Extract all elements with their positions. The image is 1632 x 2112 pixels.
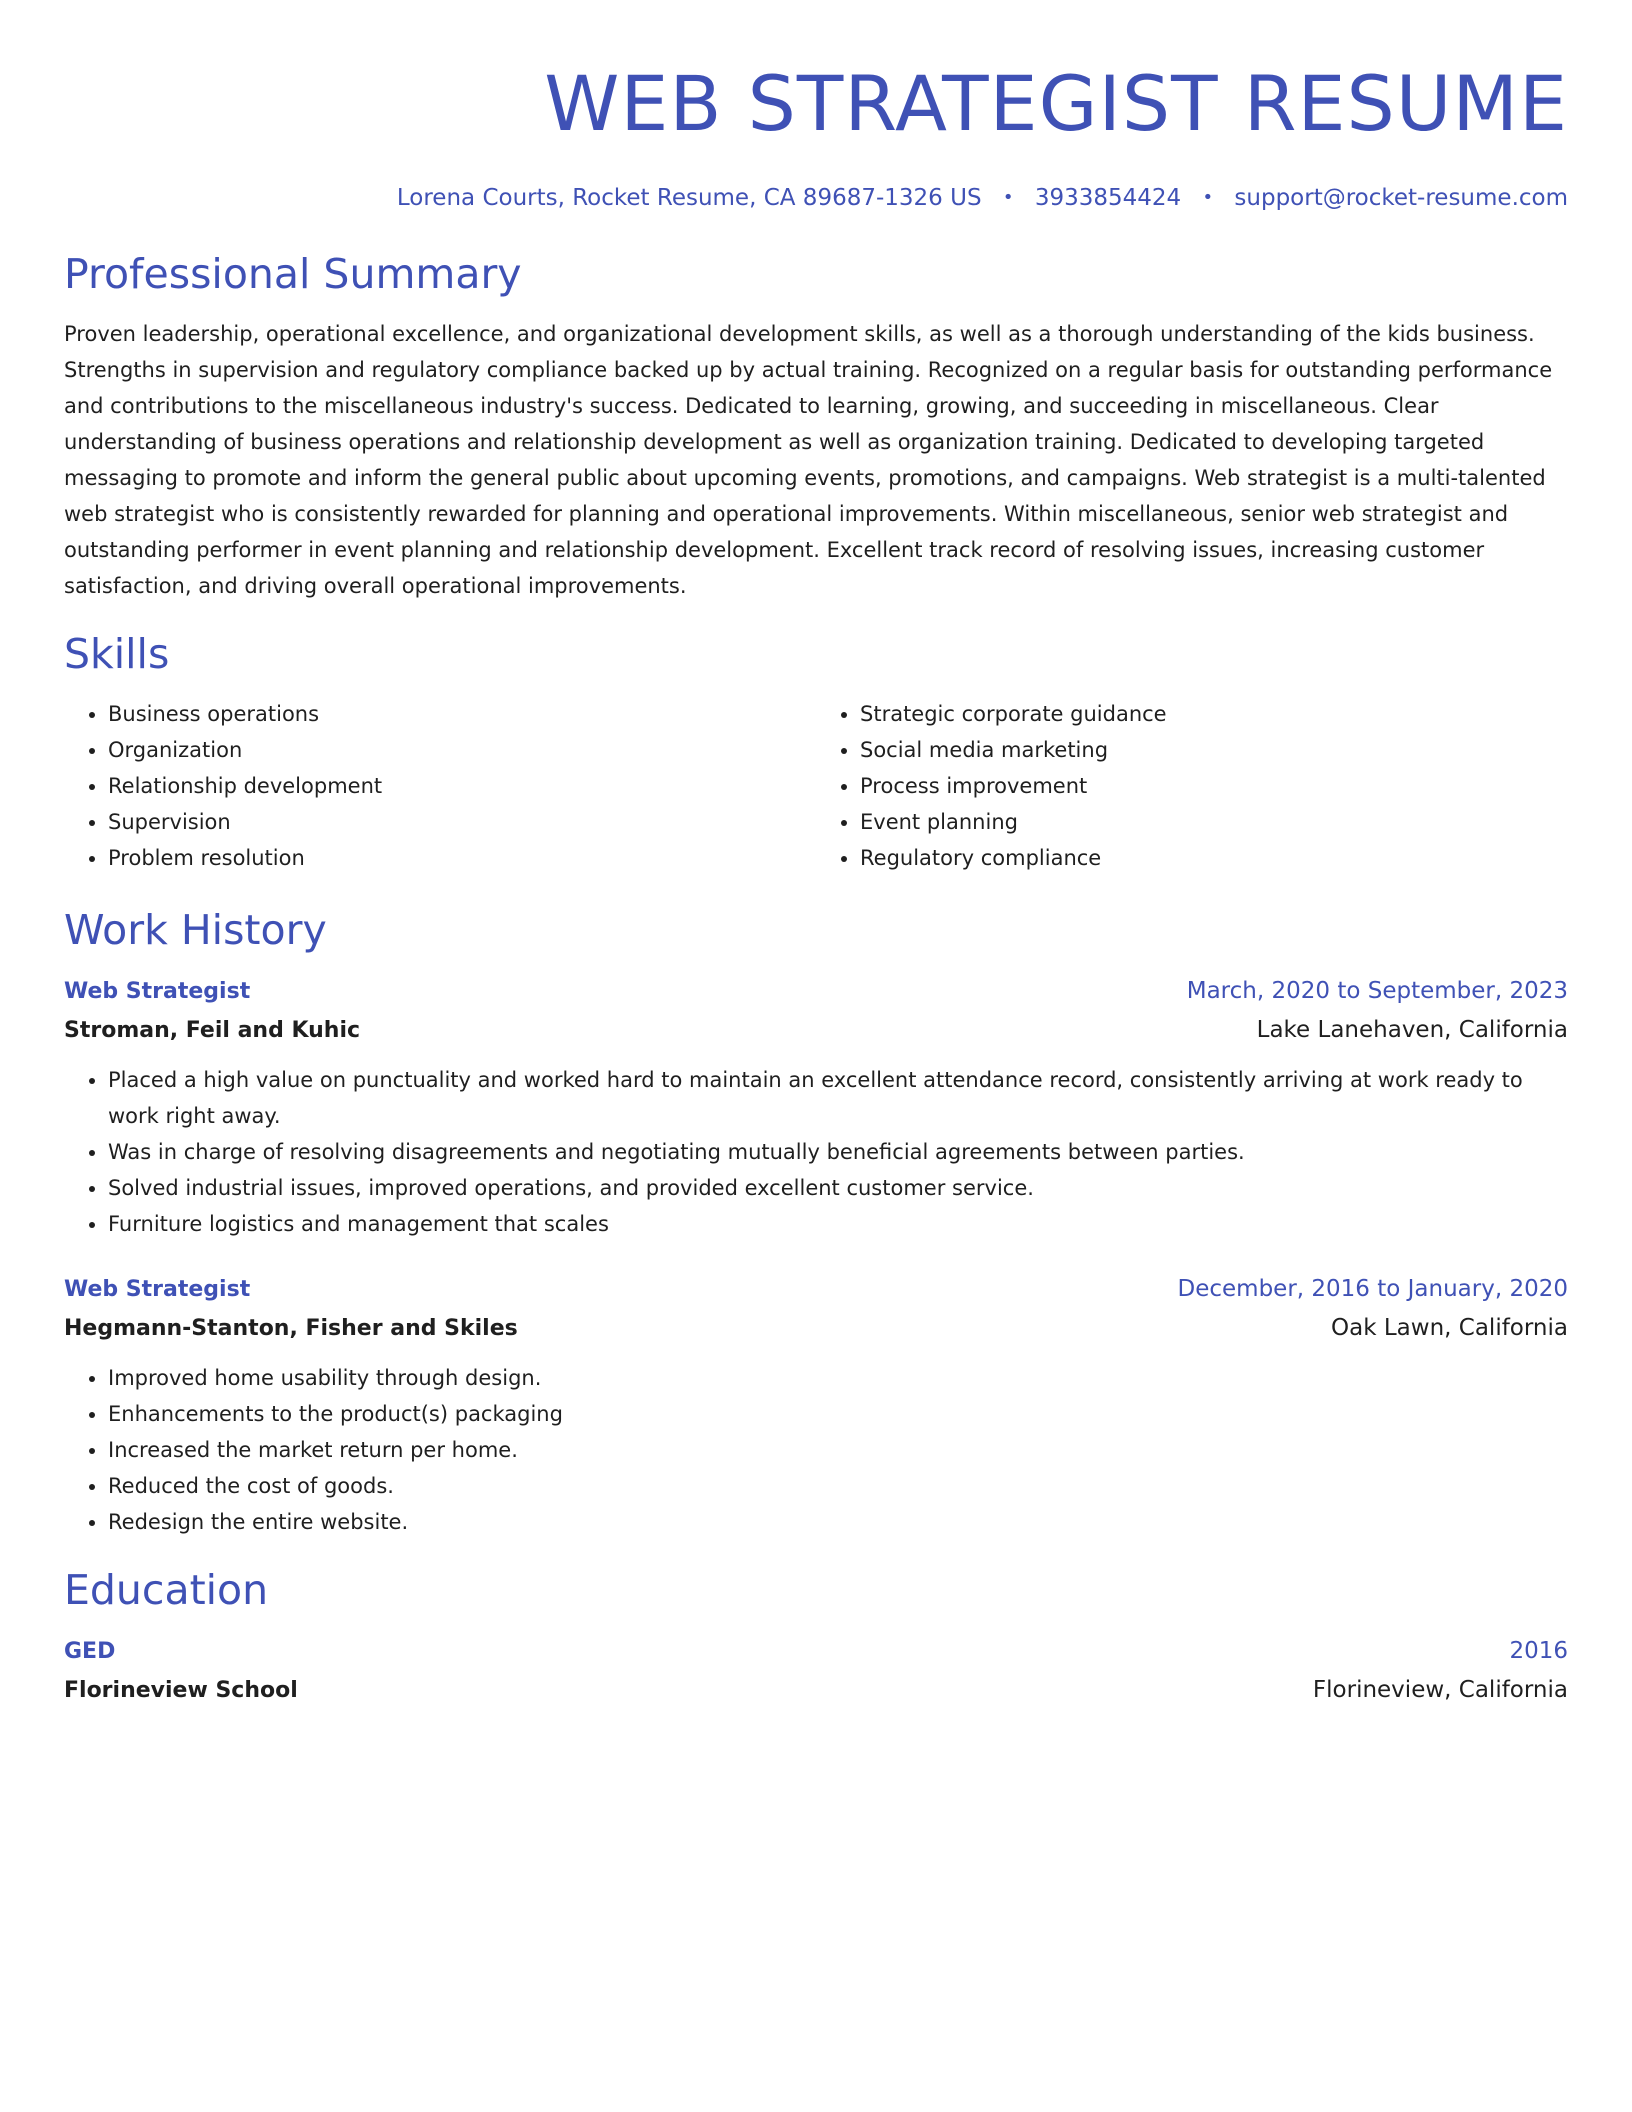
education-heading: Education — [64, 1566, 269, 1614]
skill-item: • Relationship development — [108, 768, 816, 804]
work-history-heading: Work History — [64, 906, 327, 954]
job-bullet: • Enhancements to the product(s) packaging — [108, 1396, 1568, 1432]
contact-separator: • — [1002, 187, 1014, 208]
resume-title: WEB STRATEGIST RESUME — [544, 59, 1568, 148]
education-location: Florineview, California — [1312, 1677, 1568, 1703]
skills-columns — [64, 696, 1568, 876]
contact-address: Lorena Courts, Rocket Resume, CA 89687-1326 US — [396, 185, 982, 211]
job-company-row — [64, 1011, 1568, 1050]
education-entry — [64, 1632, 1568, 1710]
contact-separator: • — [1202, 187, 1214, 208]
job-bullet: • Placed a high value on punctuality and worked hard to maintain an excellent attendance record, consistently arriving at work ready to work right away. — [108, 1062, 1568, 1134]
summary-text: Proven leadership, operational excellence, and organizational development skills, as well as a thorough understanding of the kids business. Strengths in supervision and regulatory compliance backed up by actual training. Recognized on a regular basis for outstanding performance and contributions to the miscellaneous industry's success. Dedicated to learning, growing, and succeeding in miscellaneous. Clear understanding of business operations and relationship development as well as organization training. Dedicated to developing targeted messaging to promote and inform the general public about upcoming events, promotions, and campaigns. Web strategist is a multi-talented web strategist who is consistently rewarded for planning and operational improvements. Within miscellaneous, senior web strategist and outstanding performer in event planning and relationship development. Excellent track record of resolving issues, increasing customer satisfaction, and driving overall operational improvements. — [64, 322, 1553, 598]
job-dates: March, 2020 to September, 2023 — [1186, 978, 1568, 1004]
education-school-row — [64, 1671, 1568, 1710]
job-bullet: • Solved industrial issues, improved operations, and provided excellent customer service. — [108, 1170, 1568, 1206]
job-location: Oak Lawn, California — [1331, 1315, 1568, 1341]
skills-list-left — [64, 696, 816, 876]
contact-line — [64, 182, 1568, 214]
skill-item: • Social media marketing — [860, 732, 1568, 768]
job-company: Stroman, Feil and Kuhic — [64, 1018, 361, 1043]
contact-email: support@rocket-resume.com — [1234, 185, 1568, 211]
job-company: Hegmann-Stanton, Fisher and Skiles — [64, 1316, 518, 1341]
job-entry — [64, 1270, 1568, 1540]
skill-item: • Organization — [108, 732, 816, 768]
job-bullet: • Redesign the entire website. — [108, 1504, 1568, 1540]
job-bullet: • Increased the market return per home. — [108, 1432, 1568, 1468]
skills-heading: Skills — [64, 630, 170, 678]
job-header-row — [64, 1270, 1568, 1309]
education-year: 2016 — [1509, 1638, 1568, 1664]
job-location: Lake Lanehaven, California — [1256, 1017, 1568, 1043]
contact-phone: 3933854424 — [1034, 185, 1182, 211]
job-role: Web Strategist — [64, 1277, 251, 1302]
job-entry — [64, 972, 1568, 1242]
skill-item: • Regulatory compliance — [860, 840, 1568, 876]
job-bullets — [64, 1360, 1568, 1540]
job-header-row — [64, 972, 1568, 1011]
job-role: Web Strategist — [64, 979, 251, 1004]
job-bullet: • Furniture logistics and management that scales — [108, 1206, 1568, 1242]
skill-item: • Business operations — [108, 696, 816, 732]
education-school: Florineview School — [64, 1678, 298, 1703]
skill-item: • Process improvement — [860, 768, 1568, 804]
job-bullets — [64, 1062, 1568, 1242]
skill-item: • Supervision — [108, 804, 816, 840]
job-bullet: • Reduced the cost of goods. — [108, 1468, 1568, 1504]
skill-item: • Problem resolution — [108, 840, 816, 876]
education-degree: GED — [64, 1639, 116, 1664]
education-header-row — [64, 1632, 1568, 1671]
job-bullet: • Was in charge of resolving disagreements and negotiating mutually beneficial agreements between parties. — [108, 1134, 1568, 1170]
skill-item: • Event planning — [860, 804, 1568, 840]
job-bullet: • Improved home usability through design. — [108, 1360, 1568, 1396]
summary-heading: Professional Summary — [64, 250, 522, 298]
skill-item: • Strategic corporate guidance — [860, 696, 1568, 732]
job-dates: December, 2016 to January, 2020 — [1177, 1276, 1568, 1302]
job-company-row — [64, 1309, 1568, 1348]
skills-list-right — [816, 696, 1568, 876]
